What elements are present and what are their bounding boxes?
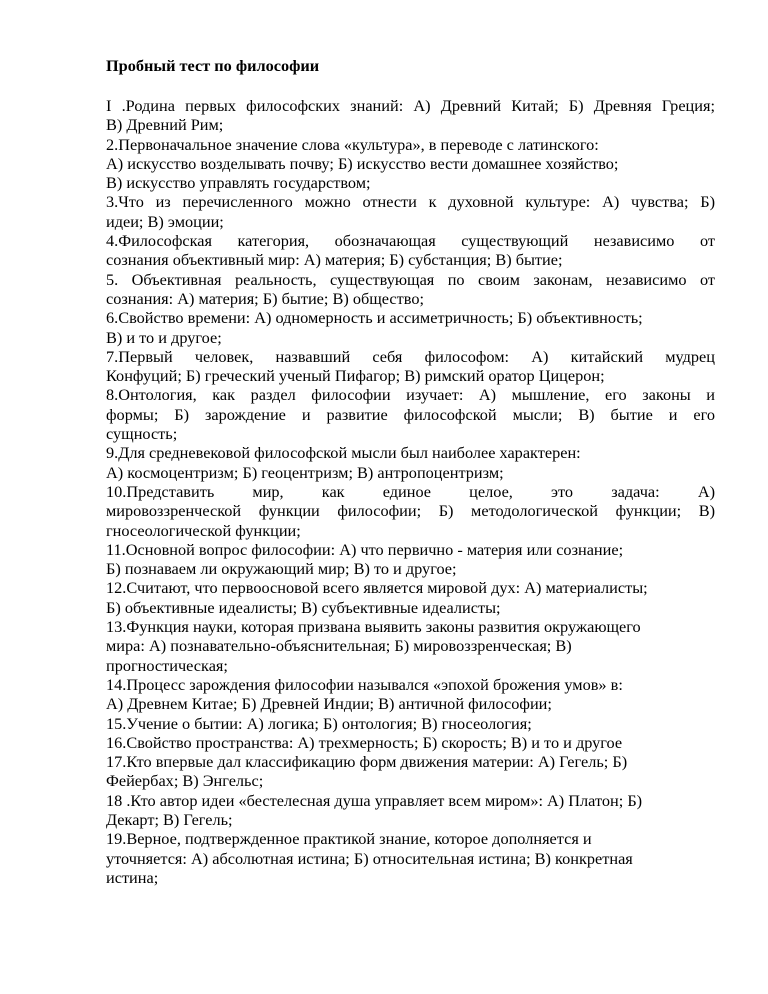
text-line: А) Древнем Китае; Б) Древней Индии; В) античной философии;	[106, 694, 552, 714]
text-line: Б) объективные идеалисты; В) субъективные идеалисты;	[106, 597, 501, 617]
text-line: 16.Свойство пространства: А) трехмерность; Б) скорость; В) и то и другое	[106, 732, 623, 752]
text-line: 3.Что из перечисленного можно отнести к духовной культуре: А) чувства; Б)	[106, 192, 715, 212]
text-line: мировоззренческой функции философии; Б) методологической функции; В)	[106, 501, 715, 521]
text-line: Декарт; В) Гегель;	[106, 809, 233, 829]
text-line: сознания: А) материя; Б) бытие; В) общество;	[106, 288, 425, 308]
text-line: формы; Б) зарождение и развитие философской мысли; В) бытие и его	[106, 404, 715, 424]
text-line: уточняется: А) абсолютная истина; Б) относительная истина; В) конкретная	[106, 848, 633, 868]
text-line: истина;	[106, 867, 159, 887]
text-line: 2.Первоначальное значение слова «культура», в переводе с латинского:	[106, 134, 599, 154]
text-line: Б) познаваем ли окружающий мир; В) то и другое;	[106, 559, 457, 579]
text-line: идеи; В) эмоции;	[106, 211, 224, 231]
text-line: Конфуций; Б) греческий ученый Пифагор; В) римский оратор Цицерон;	[106, 366, 605, 386]
text-line: 15.Учение о бытии: А) логика; Б) онтология; В) гносеология;	[106, 713, 532, 733]
text-line: 17.Кто впервые дал классификацию форм движения материи: А) Гегель; Б)	[106, 752, 628, 772]
text-line: 6.Свойство времени: А) одномерность и ассиметричность; Б) объективность;	[106, 308, 643, 328]
text-line: мира: А) познавательно-объяснительная; Б) мировоззренческая; В)	[106, 636, 572, 656]
text-line: 12.Считают, что первоосновой всего является мировой дух: А) материалисты;	[106, 578, 648, 598]
text-line: 11.Основной вопрос философии: А) что первично - материя или сознание;	[106, 539, 624, 559]
text-line: 18 .Кто автор идеи «бестелесная душа управляет всем миром»: А) Платон; Б)	[106, 790, 643, 810]
text-line: 9.Для средневековой философской мысли был наиболее характерен:	[106, 443, 581, 463]
text-line: сущность;	[106, 424, 178, 444]
text-line: 7.Первый человек, назвавший себя философом: А) китайский мудрец	[106, 346, 715, 366]
text-line: 13.Функция науки, которая призвана выявить законы развития окружающего	[106, 617, 641, 637]
text-line: В) и то и другое;	[106, 327, 222, 347]
text-line: прогностическая;	[106, 655, 228, 675]
text-line: А) искусство возделывать почву; Б) искусство вести домашнее хозяйство;	[106, 153, 619, 173]
document-page	[106, 56, 715, 887]
text-line: сознания объективный мир: А) материя; Б) субстанция; В) бытие;	[106, 250, 563, 270]
text-line: 8.Онтология, как раздел философии изучает: А) мышление, его законы и	[106, 385, 715, 405]
text-line: 10.Представить мир, как единое целое, это задача: А)	[106, 481, 715, 501]
text-line: А) космоцентризм; Б) геоцентризм; В) антропоцентризм;	[106, 462, 504, 482]
text-line: Фейербах; В) Энгельс;	[106, 771, 264, 791]
text-line: 5. Объективная реальность, существующая по своим законам, независимо от	[106, 269, 715, 289]
text-line: В) Древний Рим;	[106, 115, 224, 135]
text-line: 14.Процесс зарождения философии назывался «эпохой брожения умов» в:	[106, 674, 623, 694]
text-line: I .Родина первых философских знаний: А) Древний Китай; Б) Древняя Греция;	[106, 96, 715, 115]
document-body	[106, 96, 715, 887]
text-line: гносеологической функции;	[106, 520, 301, 540]
text-line: В) искусство управлять государством;	[106, 173, 371, 193]
text-line: 19.Верное, подтвержденное практикой знание, которое дополняется и	[106, 829, 592, 849]
text-line: 4.Философская категория, обозначающая существующий независимо от	[106, 231, 715, 251]
document-title: Пробный тест по философии	[106, 56, 320, 75]
